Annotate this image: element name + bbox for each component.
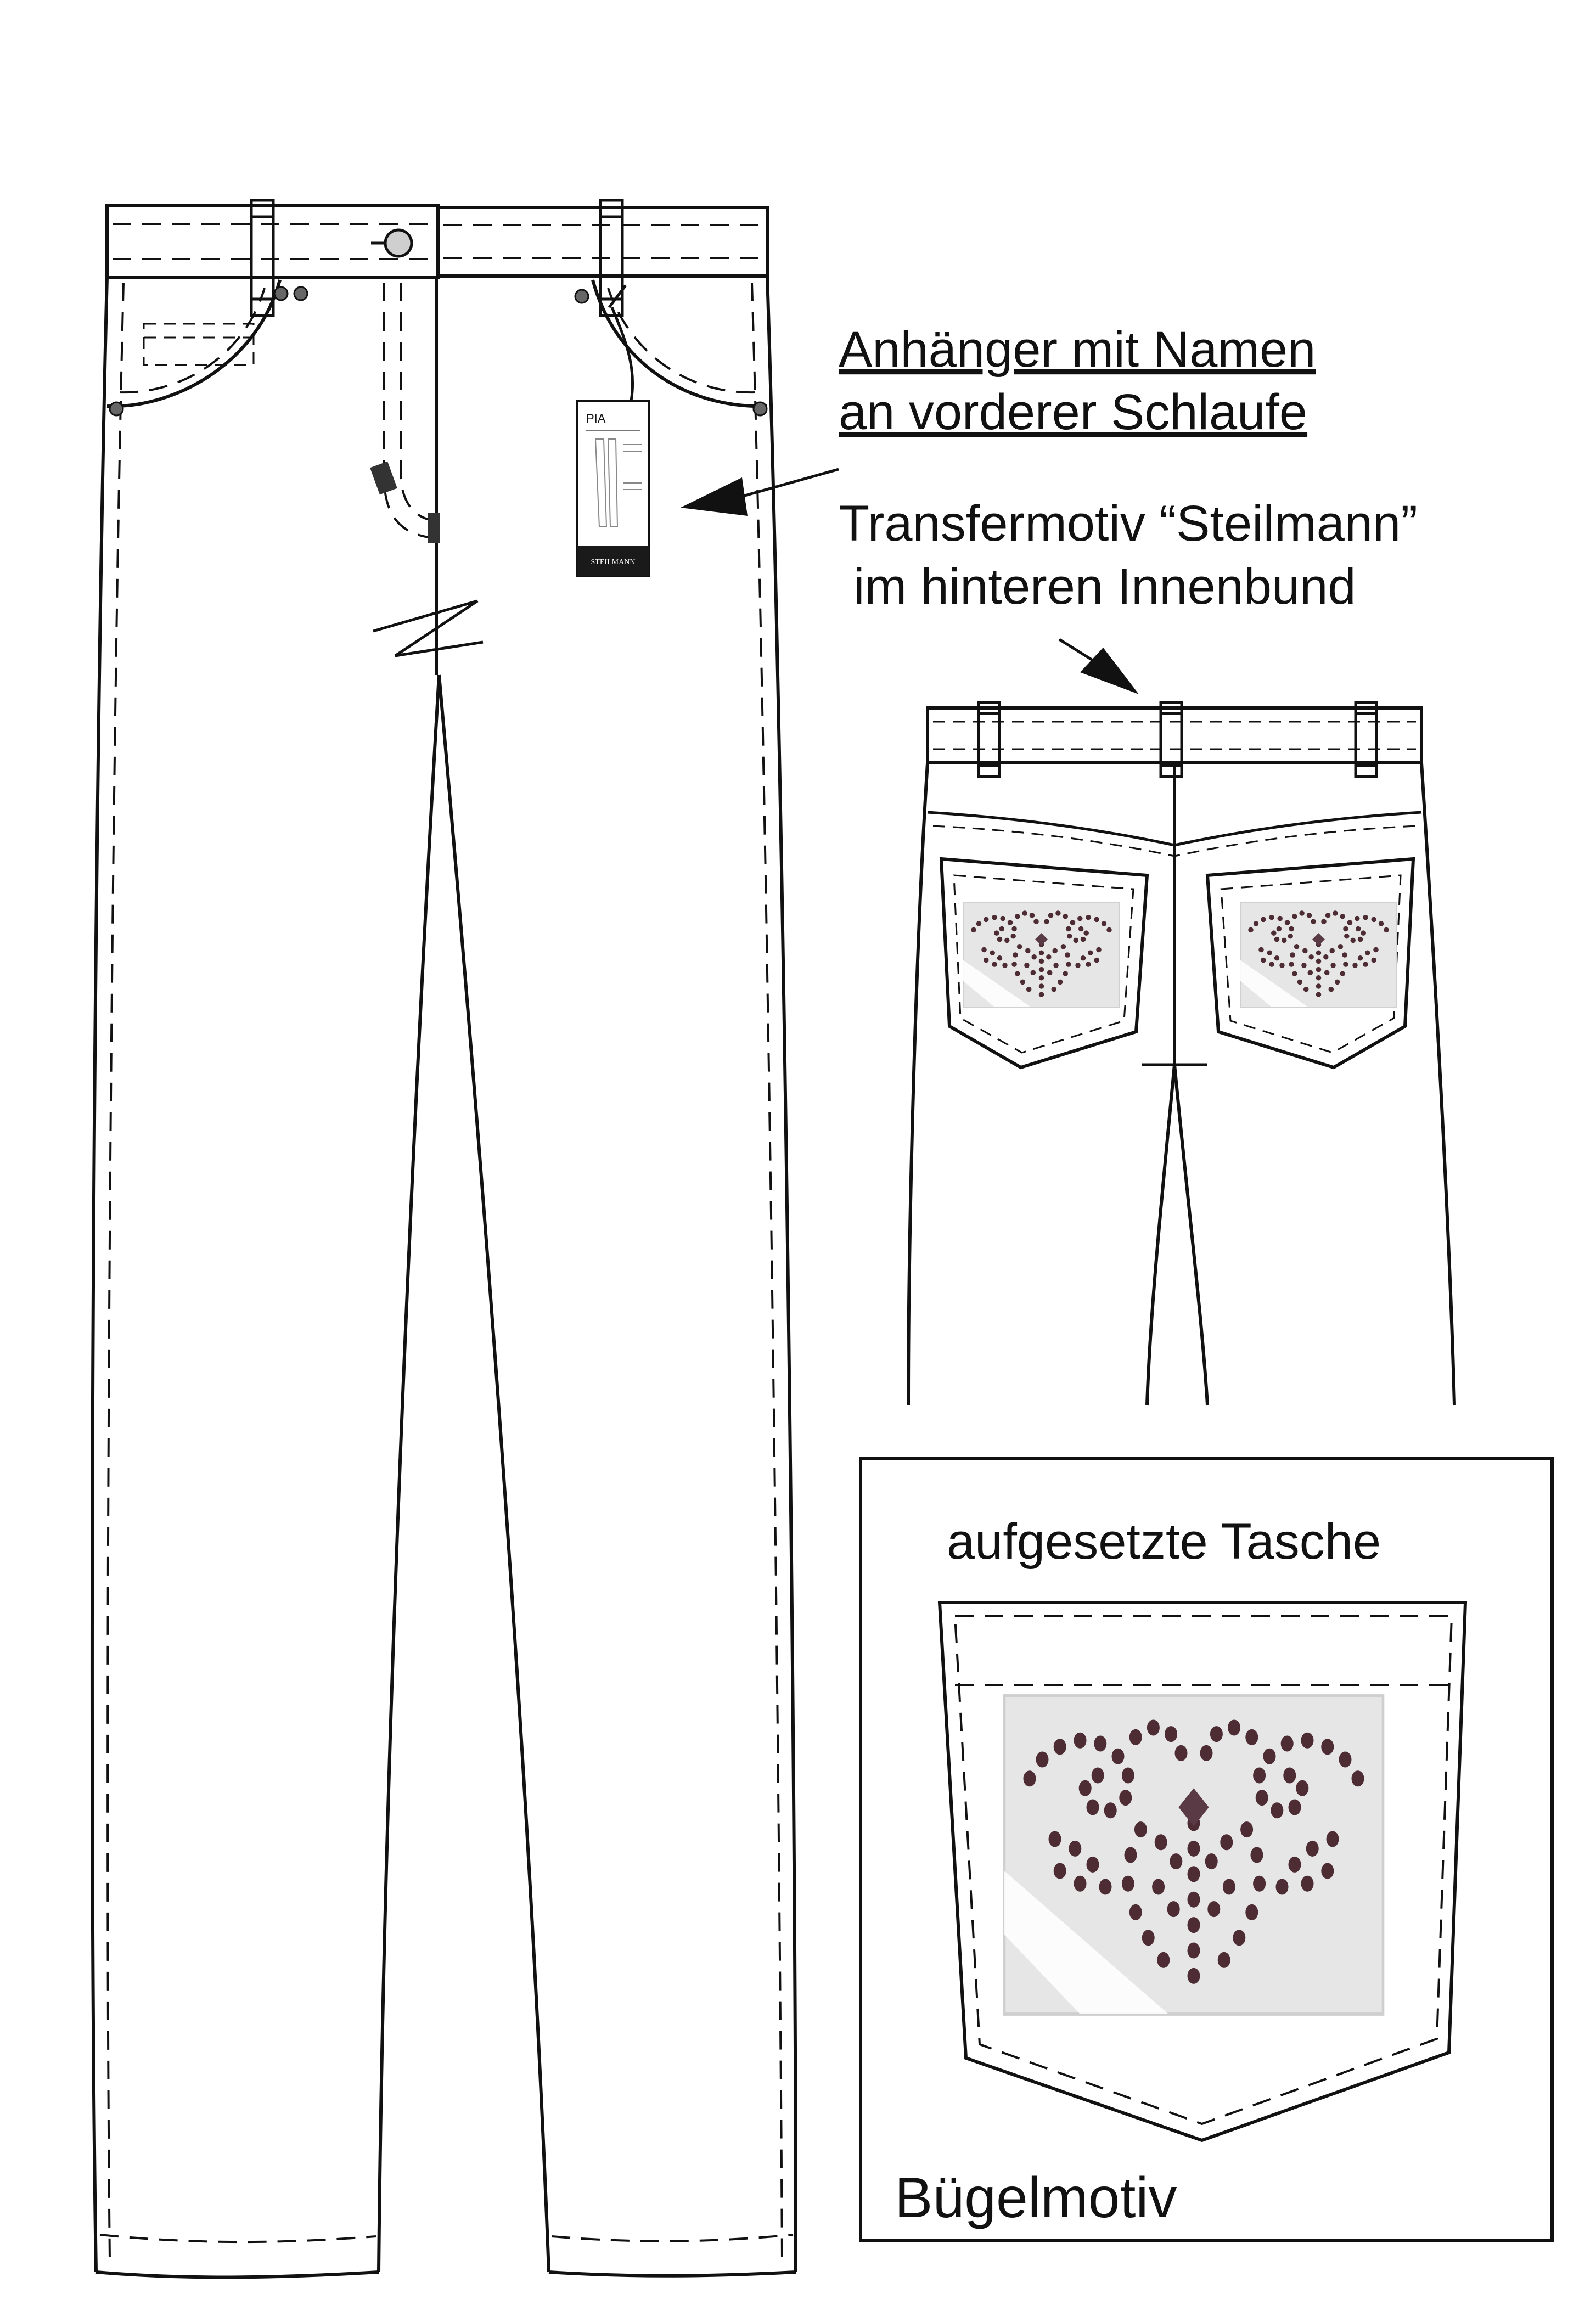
arrow-icon xyxy=(1080,648,1139,694)
tag-note-line1: Anhänger mit Namen xyxy=(839,322,1316,378)
back-view-jeans xyxy=(908,702,1454,1405)
patch-pocket-label: aufgesetzte Tasche xyxy=(947,1514,1381,1570)
transfer-line1: Transfermotiv “Steilmann” xyxy=(839,496,1418,552)
pocket-detail-box xyxy=(861,1459,1552,2241)
button-icon xyxy=(385,230,412,256)
hang-tag-name: PIA xyxy=(586,412,606,425)
tag-arrow-line xyxy=(741,469,839,497)
transfer-line2: im hinteren Innenbund xyxy=(853,559,1356,615)
back-pocket-left xyxy=(941,859,1147,1067)
arrow-icon xyxy=(681,477,748,516)
iron-on-motif xyxy=(1004,1696,1383,2014)
iron-on-label: Bügelmotiv xyxy=(895,2166,1177,2230)
back-waistband xyxy=(928,708,1421,763)
hang-tag-brand: STEILMANN xyxy=(591,558,636,566)
front-view-jeans xyxy=(92,200,796,2277)
tag-note-line2: an vorderer Schlaufe xyxy=(839,384,1308,440)
back-pocket-right xyxy=(1207,859,1413,1067)
